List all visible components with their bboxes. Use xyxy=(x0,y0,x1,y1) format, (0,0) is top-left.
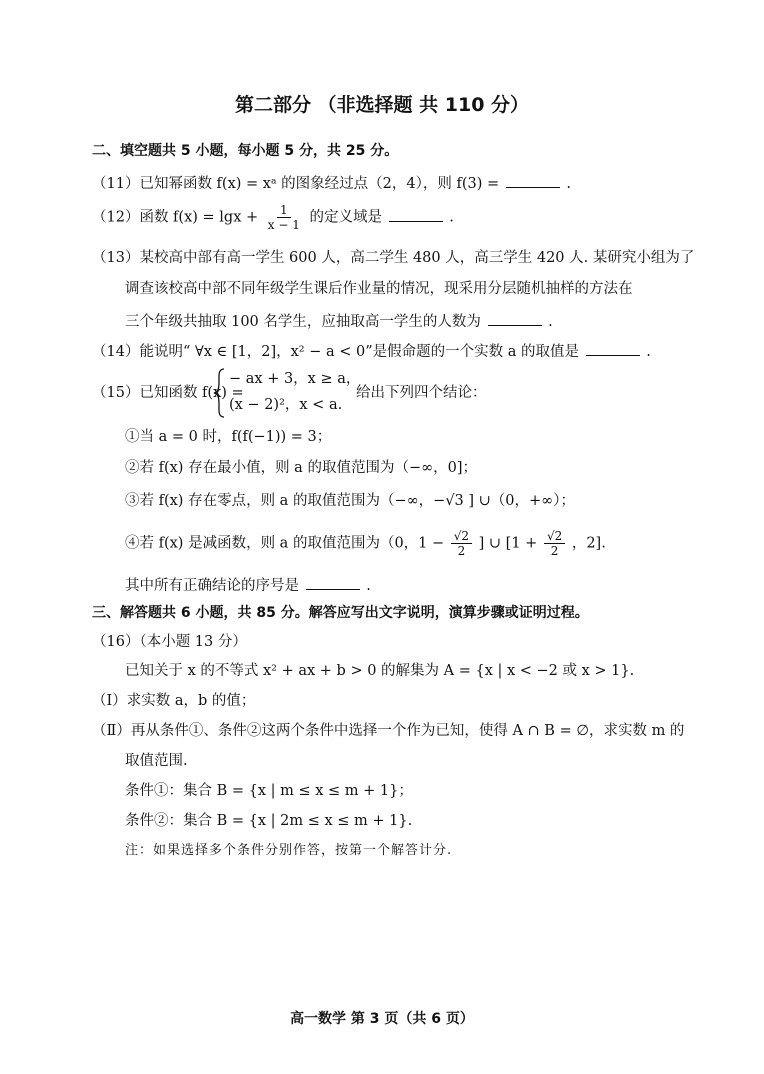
fraction-denominator: 2 xyxy=(550,544,559,558)
left-brace-icon xyxy=(213,368,225,418)
question-14-text: （14）能说明“ ∀x ∈ [1，2]，x² − a < 0”是假命题的一个实数 a 的取值是 xyxy=(92,344,579,360)
condition-2: 条件②：集合 B = {x | 2m ≤ x ≤ m + 1}. xyxy=(125,813,413,829)
question-16-stem: 已知关于 x 的不等式 x² + ax + b > 0 的解集为 A = {x | x < −2 或 x > 1}. xyxy=(125,663,635,679)
conclusion-4-mid: ] ∪ [1 + xyxy=(478,535,538,552)
question-16-part-2-line2: 取值范围. xyxy=(125,753,188,769)
question-15-ask xyxy=(125,577,371,594)
answer-blank-11[interactable] xyxy=(506,175,560,188)
question-12-suffix: 的定义域是 xyxy=(309,209,382,226)
conclusion-4-suffix: ，2]. xyxy=(571,535,606,552)
question-13-text: 三个年级共抽取 100 名学生，应抽取高一学生的人数为 xyxy=(125,314,481,330)
question-15-ask-tail: . xyxy=(366,578,371,594)
section3-heading: 三、解答题共 6 小题，共 85 分。解答应写出文字说明，演算步骤或证明过程。 xyxy=(92,605,589,621)
question-12-prefix: （12）函数 f(x) = lgx + xyxy=(92,209,259,226)
answer-blank-14[interactable] xyxy=(586,343,640,356)
question-12 xyxy=(92,204,454,231)
condition-1: 条件①：集合 B = {x | m ≤ x ≤ m + 1}； xyxy=(125,783,413,799)
question-11-text: （11）已知幂函数 f(x) = xᵃ 的图象经过点（2，4），则 f(3) = xyxy=(92,176,500,192)
question-14-tail: . xyxy=(646,344,651,360)
grading-note: 注：如果选择多个条件分别作答，按第一个解答计分. xyxy=(125,843,453,858)
piecewise-function xyxy=(213,368,361,418)
conclusion-3: ③若 f(x) 存在零点，则 a 的取值范围为（−∞，−√3 ] ∪（0，+∞）； xyxy=(125,493,576,509)
question-13-tail: . xyxy=(548,314,553,330)
question-16-head: （16）（本小题 13 分） xyxy=(92,634,247,650)
question-16-part-1: （Ⅰ）求实数 a，b 的值； xyxy=(92,693,256,709)
question-13-line2: 调查该校高中部不同年级学生课后作业量的情况，现采用分层随机抽样的方法在 xyxy=(125,281,633,297)
conclusion-4-prefix: ④若 f(x) 是减函数，则 a 的取值范围为（0，1 − xyxy=(125,535,445,552)
fraction-numerator: √2 xyxy=(544,530,565,544)
piecewise-case-2: (x − 2)²，x < a. xyxy=(229,397,343,413)
sqrt2-over-2-fraction xyxy=(451,530,472,557)
question-12-fraction xyxy=(265,204,303,231)
conclusion-4 xyxy=(125,530,606,557)
question-15-ask-text: 其中所有正确结论的序号是 xyxy=(125,578,299,594)
conclusion-1: ①当 a = 0 时，f(f(−1)) = 3； xyxy=(125,429,332,445)
fraction-denominator: 2 xyxy=(457,544,466,558)
page-footer: 高一数学 第 3 页（共 6 页） xyxy=(290,1011,474,1027)
question-11-tail: . xyxy=(566,176,571,192)
question-16-part-2-line1: （Ⅱ）再从条件①、条件②这两个条件中选择一个作为已知，使得 A ∩ B = ∅，求实数 m 的 xyxy=(92,723,685,739)
page-title: 第二部分 （非选择题 共 110 分） xyxy=(234,94,530,116)
question-13-line3 xyxy=(125,313,553,330)
piecewise-case-1: − ax + 3，x ≥ a， xyxy=(229,371,361,387)
question-15-prefix: （15）已知函数 f(x) = xyxy=(92,385,244,401)
question-14 xyxy=(92,343,651,360)
answer-blank-13[interactable] xyxy=(488,313,542,326)
fraction-denominator: x − 1 xyxy=(267,218,300,232)
question-12-tail: . xyxy=(449,209,454,226)
fraction-numerator: √2 xyxy=(451,530,472,544)
answer-blank-15[interactable] xyxy=(306,577,360,590)
sqrt2-over-2-fraction xyxy=(544,530,565,557)
fraction-numerator: 1 xyxy=(277,204,291,218)
question-15-suffix: 给出下列四个结论： xyxy=(356,385,487,401)
section2-heading: 二、填空题共 5 小题，每小题 5 分，共 25 分。 xyxy=(92,143,399,159)
question-13-line1: （13）某校高中部有高一学生 600 人，高二学生 480 人，高三学生 420 人. 某研究小组为了 xyxy=(92,250,695,266)
question-11 xyxy=(92,175,571,192)
conclusion-2: ②若 f(x) 存在最小值，则 a 的取值范围为（−∞，0]； xyxy=(125,460,478,476)
answer-blank-12[interactable] xyxy=(389,209,443,222)
